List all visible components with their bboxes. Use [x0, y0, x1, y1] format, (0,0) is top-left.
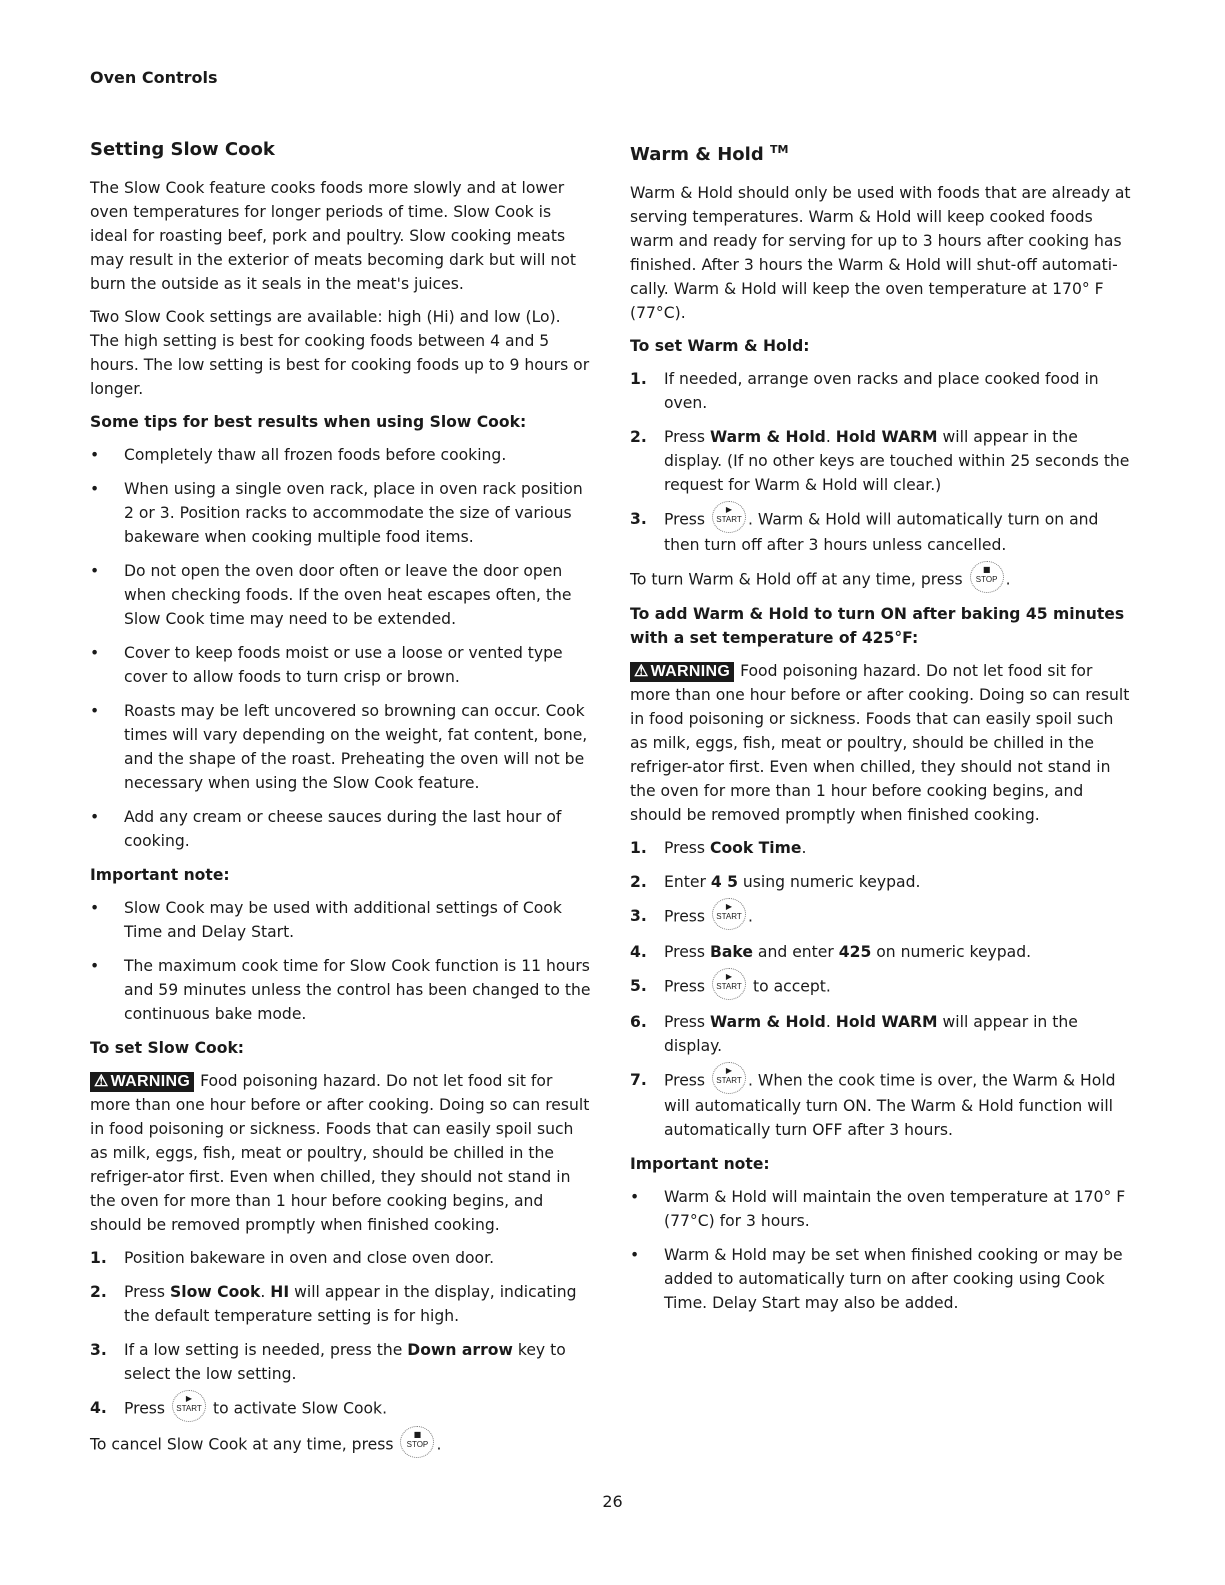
start-key-icon: ▶ START [712, 898, 746, 930]
list-item-text: Add any cream or cheese sauces during the last hour of cooking. [124, 808, 562, 850]
list-item-text: When using a single oven rack, place in oven rack position 2 or 3. Position racks to accommodate the size of various bakeware when cooking multiple food items. [124, 480, 583, 546]
paragraph: Warm & Hold should only be used with foods that are already at serving temperatures. Warm & Hold will keep cooked foods warm and ready for serving for up to 3 hours after cooking has finished. After 3 hours the Warm & Hold will shut-off automati-cally. Warm & Hold will keep the oven temperature at 170° F (77°C). [630, 184, 1131, 322]
paragraph: The Slow Cook feature cooks foods more slowly and at lower oven temperatures for longer periods of time. Slow Cook is ideal for roasting beef, pork and poultry. Slow cooking meats may result in the exterior of meats becoming dark but will not burn the outside as it seals in the meat's juices. [90, 179, 576, 293]
list-item [630, 1243, 1135, 1315]
start-key-icon: ▶ START [172, 1390, 206, 1422]
step-item: 1. Press Cook Time. [630, 839, 807, 857]
step-item: 3. If a low setting is needed, press the Down arrow key to select the low setting. [90, 1341, 566, 1383]
warm-hold-section [630, 138, 1135, 1325]
warm-hold-steps [630, 367, 1135, 557]
list-item [90, 896, 592, 944]
list-item [90, 954, 592, 1026]
page-header: Oven Controls [90, 68, 218, 87]
subheading: To set Warm & Hold: [630, 337, 810, 355]
notes-list [630, 1185, 1135, 1315]
bullet-icon: • [90, 562, 100, 580]
bullet-icon: • [90, 702, 100, 720]
warning-badge: ⚠ WARNING [630, 662, 734, 682]
subheading: To add Warm & Hold to turn ON after baking 45 minutes with a set temperature of 425°F: [630, 605, 1125, 647]
stop-key-icon: ■ STOP [970, 561, 1004, 593]
list-item-text: Cover to keep foods moist or use a loose or vented type cover to allow foods to turn crisp or brown. [124, 644, 563, 686]
page-number: 26 [602, 1492, 623, 1511]
bullet-icon: • [90, 899, 100, 917]
bullet-icon: • [90, 644, 100, 662]
start-key-icon: ▶ START [712, 501, 746, 533]
list-item [90, 805, 592, 853]
subheading: To set Slow Cook: [90, 1039, 245, 1057]
trademark: TM [770, 143, 789, 156]
step-item: 2. Enter 4 5 using numeric keypad. [630, 873, 921, 891]
list-item [90, 477, 592, 549]
list-item [90, 443, 592, 467]
subheading: Important note: [630, 1155, 770, 1173]
warning-paragraph: ⚠ WARNING Food poisoning hazard. Do not let food sit for more than one hour before or after cooking. Doing so can result in food poisoning or sickness. Foods that can easily spoil such as milk, eggs, fish, meat or poultry, should be chilled in the refriger-ator first. Even when chilled, they should not stand in the oven for more than 1 hour before cooking begins, and should be removed promptly when finished cooking. [630, 662, 1130, 824]
warning-icon: ⚠ [634, 663, 649, 680]
list-item-text: The maximum cook time for Slow Cook function is 11 hours and 59 minutes unless the control has been changed to the continuous bake mode. [124, 957, 591, 1023]
list-item-text: Completely thaw all frozen foods before cooking. [124, 446, 507, 464]
start-key-icon: ▶ START [712, 968, 746, 1000]
cancel-instruction: To cancel Slow Cook at any time, press ■ STOP . [90, 1432, 592, 1458]
step-item: 7. Press ▶ START . When the cook time is over, the Warm & Hold will automatically turn ON. The Warm & Hold function will automatically turn OFF after 3 hours. [630, 1068, 1135, 1142]
step-item: 3. Press ▶ START . Warm & Hold will automatically turn on and then turn off after 3 hours unless cancelled. [630, 507, 1135, 557]
step-item: 3. Press ▶ START . [630, 904, 1135, 930]
section-title: Warm & Hold ™ [630, 143, 789, 165]
step-item: 5. Press ▶ START to accept. [630, 974, 1135, 1000]
bullet-icon: • [90, 480, 100, 498]
subheading: Important note: [90, 866, 230, 884]
tips-list [90, 443, 592, 853]
list-item-text: Warm & Hold will maintain the oven temperature at 170° F (77°C) for 3 hours. [664, 1188, 1126, 1230]
add-warm-hold-steps [630, 836, 1135, 1142]
step-item: 1. Position bakeware in oven and close oven door. [90, 1249, 495, 1267]
list-item-text: Slow Cook may be used with additional settings of Cook Time and Delay Start. [124, 899, 562, 941]
list-item [90, 699, 592, 795]
step-item: 4. Press ▶ START to activate Slow Cook. [90, 1396, 592, 1422]
slow-cook-section [90, 138, 592, 1467]
warning-paragraph: ⚠ WARNING Food poisoning hazard. Do not let food sit for more than one hour before or after cooking. Doing so can result in food poisoning or sickness. Foods that can easily spoil such as milk, eggs, fish, meat or poultry, should be chilled in the refriger-ator first. Even when chilled, they should not stand in the oven for more than 1 hour before cooking begins, and should be removed promptly when finished cooking. [90, 1072, 590, 1234]
list-item-text: Do not open the oven door often or leave the door open when checking foods. If the oven heat escapes often, the Slow Cook time may need to be extended. [124, 562, 572, 628]
bullet-icon: • [90, 446, 100, 464]
step-item: 4. Press Bake and enter 425 on numeric keypad. [630, 943, 1032, 961]
step-item: 1. If needed, arrange oven racks and place cooked food in oven. [630, 370, 1099, 412]
section-title: Setting Slow Cook [90, 139, 275, 160]
step-item: 6. Press Warm & Hold. Hold WARM will appear in the display. [630, 1013, 1078, 1055]
slow-cook-steps [90, 1246, 592, 1422]
turn-off-instruction: To turn Warm & Hold off at any time, press ■ STOP . [630, 567, 1135, 593]
step-item: 2. Press Slow Cook. HI will appear in the display, indicating the default temperature setting is for high. [90, 1283, 577, 1325]
bullet-icon: • [630, 1246, 640, 1264]
bullet-icon: • [90, 808, 100, 826]
bullet-icon: • [630, 1188, 640, 1206]
start-key-icon: ▶ START [712, 1062, 746, 1094]
subheading: Some tips for best results when using Slow Cook: [90, 413, 527, 431]
step-item: 2. Press Warm & Hold. Hold WARM will appear in the display. (If no other keys are touched within 25 seconds the request for Warm & Hold will clear.) [630, 428, 1130, 494]
notes-list [90, 896, 592, 1026]
list-item-text: Warm & Hold may be set when finished cooking or may be added to automatically turn on after cooking using Cook Time. Delay Start may also be added. [664, 1246, 1123, 1312]
list-item-text: Roasts may be left uncovered so browning can occur. Cook times will vary depending on the weight, fat content, bone, and the shape of the roast. Preheating the oven will not be necessary when using the Slow Cook feature. [124, 702, 588, 792]
list-item [90, 559, 592, 631]
bullet-icon: • [90, 957, 100, 975]
warning-badge: ⚠ WARNING [90, 1072, 194, 1092]
list-item [630, 1185, 1135, 1233]
paragraph: Two Slow Cook settings are available: high (Hi) and low (Lo). The high setting is best for cooking foods between 4 and 5 hours. The low setting is best for cooking foods up to 9 hours or longer. [90, 308, 590, 398]
list-item [90, 641, 592, 689]
stop-key-icon: ■ STOP [400, 1426, 434, 1458]
warning-icon: ⚠ [94, 1073, 109, 1090]
